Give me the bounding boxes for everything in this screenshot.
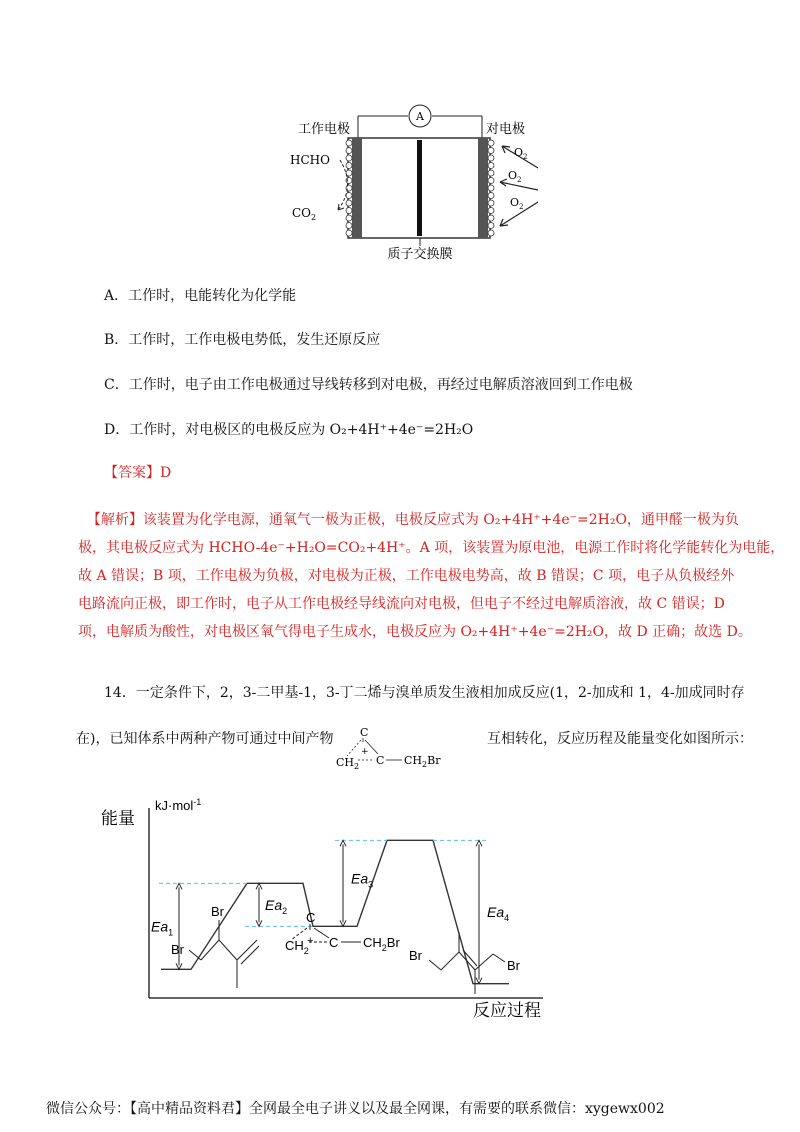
question-14-line-2a: 在)，已知体系中两种产物可通过中间产物 (76, 731, 334, 747)
ea1-label: $Ea_1$ (151, 918, 174, 938)
option-c-label: C (104, 377, 115, 393)
svg-text:Br: Br (171, 942, 184, 957)
option-d-text: 工作时，对电极区的电极反应为 O₂+4H⁺+4e⁻=2H₂O (129, 422, 474, 438)
electrode-bead (488, 148, 494, 154)
svg-text:C: C (306, 910, 316, 925)
svg-text:CH2: $CH_2$ (336, 756, 360, 770)
electrode-bead (488, 185, 494, 191)
electrode-bead (488, 170, 494, 176)
answer-tag: 【答案】 (104, 465, 160, 481)
electrode-bead (488, 140, 494, 146)
answer (104, 463, 171, 483)
counter-electrode-label: 对电极 (486, 122, 526, 137)
option-d: D．工作时，对电极区的电极反应为 O₂+4H⁺+4e⁻=2H₂O (104, 422, 474, 438)
electrode-bead (346, 163, 352, 169)
svg-text:C: C (360, 726, 369, 739)
analysis-line: 故 A 错误；B 项，工作电极为负极，对电极为正极，工作电极电势高，故 B 错误；C 项，电子从负极经外 (78, 568, 735, 584)
electrode-bead (346, 215, 352, 221)
electrode-bead (346, 148, 352, 154)
ea2-label: $Ea_2$ (265, 896, 288, 916)
ea3-label: $Ea_3$ (351, 870, 374, 890)
svg-text:C: C (329, 935, 339, 950)
electrode-bead (346, 230, 352, 236)
hcho-label: HCHO (290, 153, 330, 167)
energy-diagram (95, 790, 575, 1030)
co2-label: $CO_2$ (292, 206, 317, 222)
electrode-bead (488, 193, 494, 199)
electrode-bead (346, 208, 352, 214)
reactant-1-2-adduct-structure (171, 904, 259, 988)
electrode-bead (346, 140, 352, 146)
svg-text:Br: Br (507, 958, 520, 973)
electrode-bead (488, 230, 494, 236)
svg-text:Br: Br (409, 948, 422, 963)
work-electrode-plate (352, 138, 362, 238)
option-a-label: A (104, 288, 115, 304)
counter-electrode-plate (478, 138, 488, 238)
membrane-label: 质子交换膜 (387, 247, 453, 262)
cell-figure (270, 98, 550, 263)
svg-text:Br: Br (211, 904, 224, 919)
product-1-4-adduct-structure (409, 932, 521, 994)
o2-label-2: $O_2$ (508, 169, 522, 184)
option-b-label: B (104, 332, 115, 348)
question-14-line-2b: 互相转化，反应历程及能量变化如图所示： (487, 731, 753, 747)
electrode-bead (488, 178, 494, 184)
analysis-line: 极，其电极反应式为 HCHO-4e⁻+H₂O=CO₂+4H⁺。A 项，该装置为原电池，电源工作时将化学能转化为电能， (78, 540, 785, 556)
question-14-line-1: 14．一定条件下，2，3-二甲基-1，3-丁二烯与溴单质发生液相加成反应(1，2-加成和 1，4-加成同时存 (104, 685, 745, 701)
electrode-bead (488, 208, 494, 214)
electrode-bead (488, 200, 494, 206)
option-d-label: D (104, 422, 116, 438)
option-b: B．工作时，工作电极电势低，发生还原反应 (104, 332, 381, 348)
ea4-label: $Ea_4$ (487, 904, 510, 923)
svg-text:C: C (376, 754, 385, 767)
electrode-bead (488, 155, 494, 161)
svg-text:CH2: $CH_2$ (285, 938, 309, 956)
analysis-line: 【解析】该装置为化学电源，通氧气一极为正极，电极反应式为 O₂+4H⁺+4e⁻=2H₂O，通甲醛一极为负 (86, 512, 739, 528)
ammeter-label: A (416, 110, 424, 123)
analysis-line: 项，电解质为酸性，对电极区氧气得电子生成水，电极反应为 O₂+4H⁺+4e⁻=2H₂O，故 D 正确；故选 D。 (78, 624, 752, 640)
o2-label-1: $O_2$ (514, 146, 528, 161)
electrode-bead (346, 155, 352, 161)
svg-text:CH2Br: $CH_2Br$ (363, 935, 400, 953)
option-c-text: 工作时，电子由工作电极通过导线转移到对电极，再经过电解质溶液回到工作电极 (128, 377, 633, 393)
work-electrode-label: 工作电极 (298, 122, 351, 137)
footer: 微信公众号：【高中精品资料君】全网最全电子讲义以及最全网课，有需要的联系微信：xygewx002 (46, 1101, 665, 1117)
intermediate-structure (332, 720, 482, 770)
analysis (78, 506, 785, 646)
analysis-line: 电路流向正极，即工作时，电子从工作电极经导线流向对电极，但电子不经过电解质溶液，故 C 错误；D (78, 596, 725, 612)
y-axis-unit: kJ·mol$^{-1}$ (155, 797, 202, 813)
svg-text:+: + (307, 935, 314, 947)
option-c: C．工作时，电子由工作电极通过导线转移到对电极，再经过电解质溶液回到工作电极 (104, 377, 633, 393)
electrode-bead (346, 193, 352, 199)
proton-exchange-membrane (417, 140, 422, 236)
electrode-bead (346, 223, 352, 229)
o2-label-3: $O_2$ (510, 196, 524, 211)
electrode-bead (488, 223, 494, 229)
answer-value: D (160, 465, 172, 481)
svg-text:CH2Br: $CH_2Br$ (404, 754, 441, 769)
svg-text:+: + (361, 747, 369, 757)
analysis-tag: 【解析】 (86, 512, 143, 528)
option-a-text: 工作时，电能转化为化学能 (128, 288, 297, 304)
y-axis-label: 能量 (101, 809, 135, 828)
electrode-bead (488, 215, 494, 221)
electrode-bead (488, 163, 494, 169)
option-b-text: 工作时，工作电极电势低，发生还原反应 (128, 332, 381, 348)
x-axis-label: 反应过程 (473, 1001, 541, 1020)
option-a: A．工作时，电能转化为化学能 (104, 288, 297, 304)
electrode-bead (346, 200, 352, 206)
